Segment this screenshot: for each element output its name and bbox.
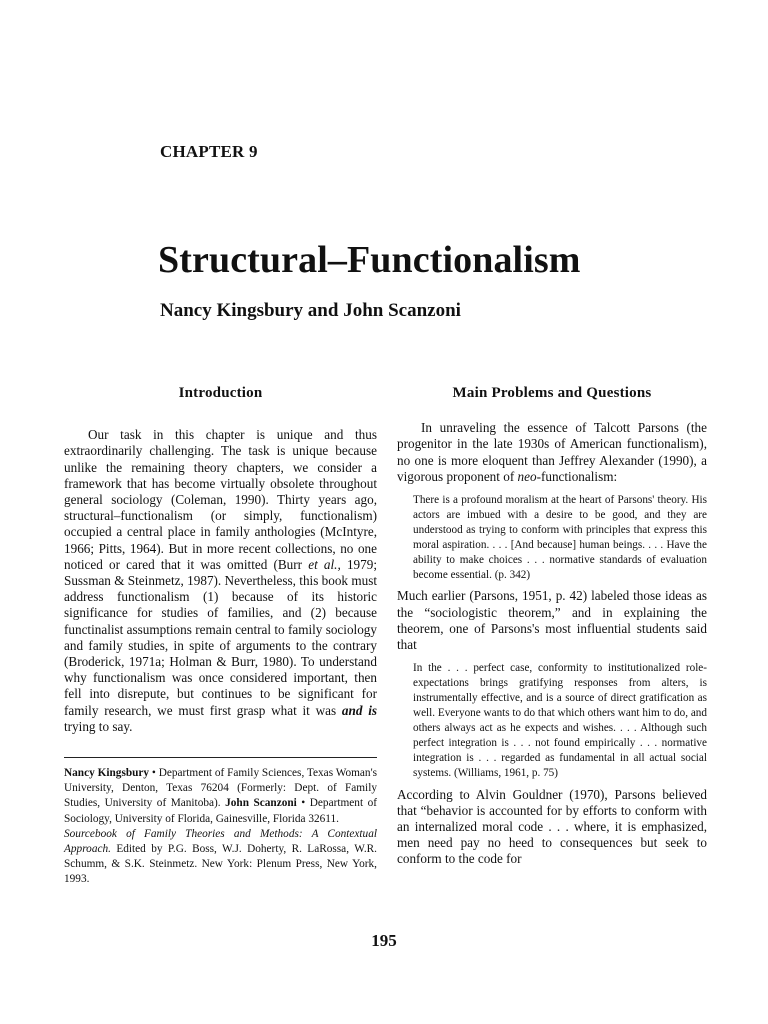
author-footnote xyxy=(64,766,377,827)
introduction-heading: Introduction xyxy=(178,385,263,401)
main-problems-heading: Main Problems and Questions xyxy=(452,385,652,401)
chapter-title: Structural–Functionalism xyxy=(158,239,581,281)
intro-text-c: trying to say. xyxy=(64,718,133,734)
introduction-paragraph xyxy=(64,427,377,735)
source-footnote xyxy=(64,827,377,888)
intro-and-is: and is xyxy=(341,702,377,718)
williams-quote: In the . . . perfect case, conformity to institutionalized role-expectations brings gratifying responses from alters, is instrumentally effective, and is a source of direct gratification as well. Everyone wants to do that which others want him to do, and others always act as he expects and wishes. . . . Although such perfect integration is . . . not found empirically . . . normative integration is . . . regarded as fundamental in all actual social systems. (Williams, 1961, p. 75) xyxy=(413,662,707,779)
chapter-authors: Nancy Kingsbury and John Scanzoni xyxy=(160,300,461,321)
footnote-author2: John Scanzoni xyxy=(225,797,297,810)
footnote-source-details: Edited by P.G. Boss, W.J. Doherty, R. LaRossa, W.R. Schumm, & S.K. Steinmetz. New York: Plenum Press, New York, 1993. xyxy=(64,843,377,886)
intro-text-b: 1979; Sussman & Steinmetz, 1987). Nevertheless, this book must address functionalism (1) because of its historic significance for studies of families, and (2) because functinalist assumptions remain central to family sociology and family studies, in spite of arguments to the contrary (Broderick, 1971a; Holman & Burr, 1980). To understand why functionalism was once considered important, then fell into disrepute, but continues to be significant for family research, we must first grasp what it was xyxy=(64,556,377,718)
main-problems-paragraph-3: According to Alvin Gouldner (1970), Parsons believed that “behavior is accounted for by efforts to conform with an internalized moral code . . . where, it is emphasized, men need pay no heed to consequences but seek to conform to the code for xyxy=(397,786,707,867)
intro-text-a: Our task in this chapter is unique and thus extraordinarily challenging. The task is unique because unlike the remaining theory chapters, we consider a framework that has become virtually obsolete throughout general sociology (Coleman, 1990). Thirty years ago, structural–functionalism (or simply, functionalism) occupied a central place in family anthologies (McIntyre, 1966; Pitts, 1964). But in more recent collections, no one noticed or cared that it was omitted (Burr xyxy=(64,427,377,572)
footnote-author1-affiliation: • Department of Family Sciences, Texas Woman's University, Denton, Texas 76204 (Formerly: Dept. of Family Studies, University of Manitoba). xyxy=(64,767,377,810)
footnote-author2-affiliation: • Department of Sociology, University of Florida, Gainesville, Florida 32611. xyxy=(64,797,378,825)
mp-neo: neo xyxy=(517,468,537,484)
mp-text-b: -functionalism: xyxy=(536,468,618,484)
main-problems-paragraph-2: Much earlier (Parsons, 1951, p. 42) labeled those ideas as the “sociologistic theorem,” and in explaining the theorem, one of Parsons's most influential students said that xyxy=(397,588,707,653)
alexander-quote: There is a profound moralism at the heart of Parsons' theory. His actors are imbued with a desire to be good, and they are understood as trying to conform with principles that express this moral aspiration. . . . [And because] human beings. . . . Have the ability to make choices . . . normative standards of evaluation become essential. (p. 342) xyxy=(413,494,707,581)
main-problems-paragraph-1 xyxy=(397,420,707,485)
mp-text-a: In unraveling the essence of Talcott Parsons (the progenitor in the late 1930s of American functionalism), no one is more eloquent than Jeffrey Alexander (1990), a vigorous proponent of xyxy=(397,420,707,484)
intro-et-al: et al., xyxy=(308,556,341,572)
chapter-label: CHAPTER 9 xyxy=(160,142,258,161)
left-column xyxy=(64,385,377,888)
footnote-divider xyxy=(64,757,377,758)
page-number: 195 xyxy=(371,931,397,950)
footnote-source-title: Sourcebook of Family Theories and Methods: A Contextual Approach. xyxy=(64,827,377,856)
footnote-author1: Nancy Kingsbury xyxy=(64,767,150,780)
right-column xyxy=(397,385,707,868)
